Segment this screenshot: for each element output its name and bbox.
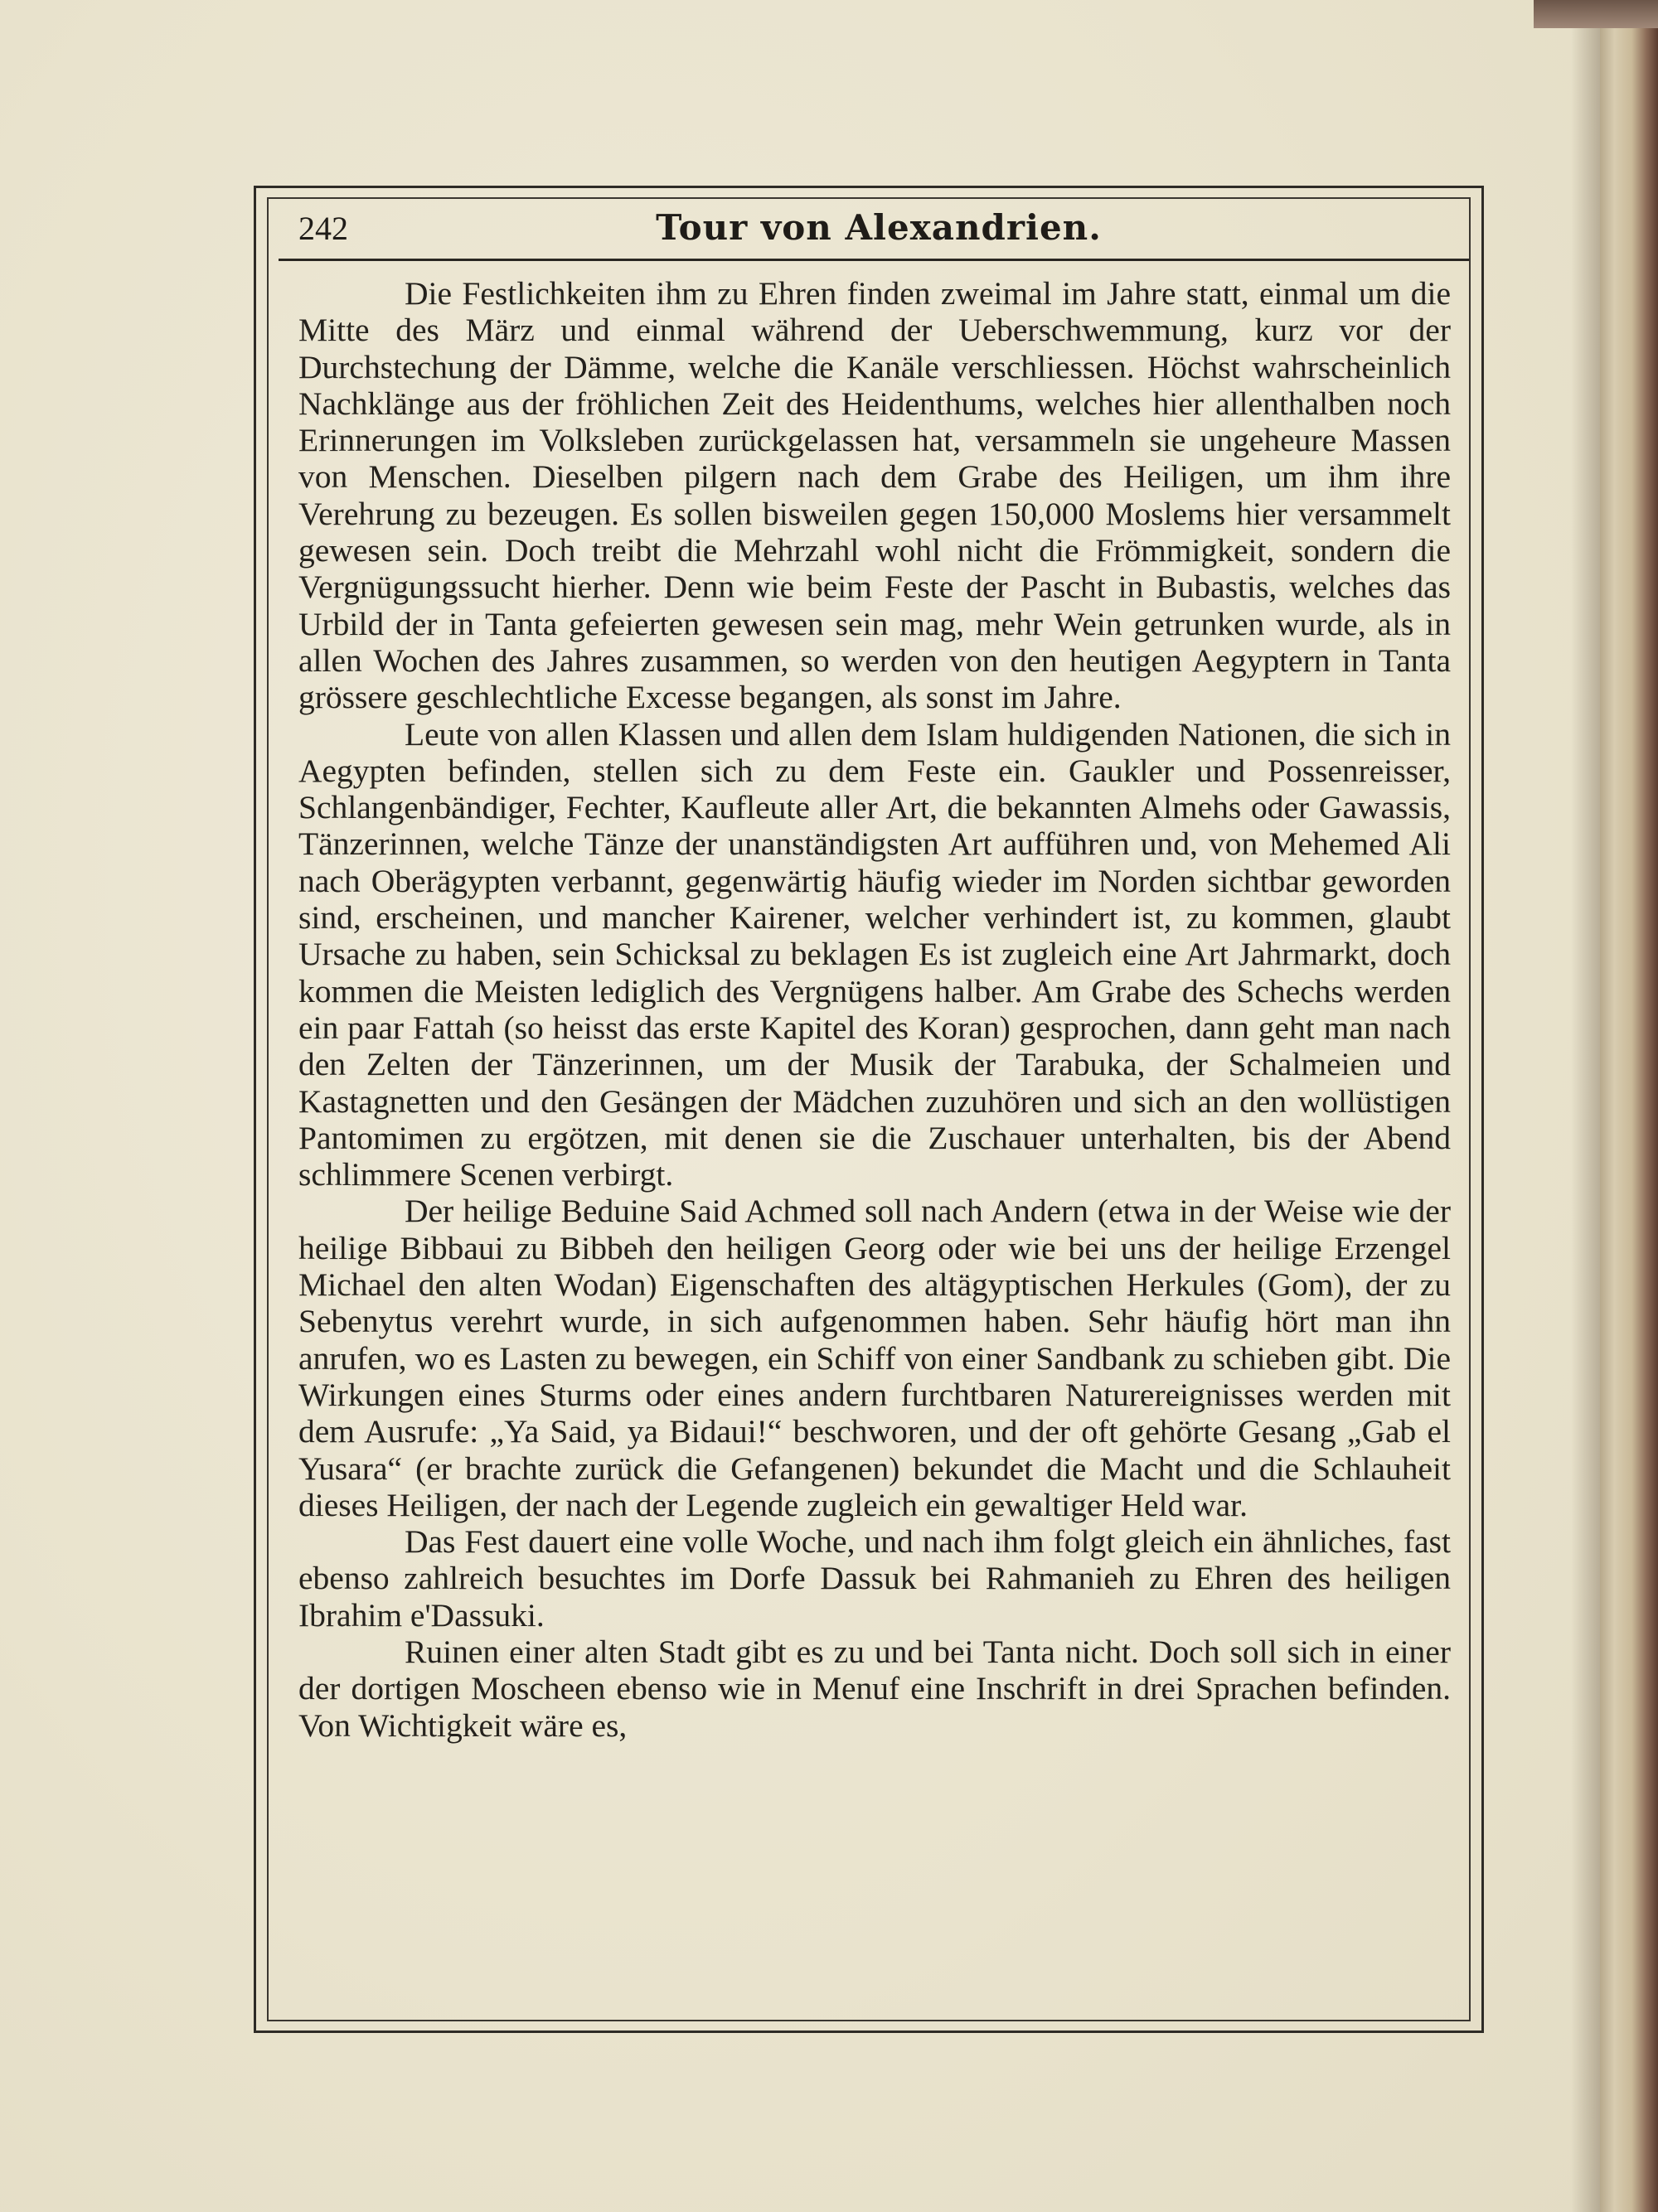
- body-text: [298, 275, 1451, 1744]
- page-number: 242: [298, 210, 348, 247]
- binding-tab: [1534, 0, 1658, 28]
- paragraph: Leute von allen Klassen und allen dem Islam huldigenden Nationen, die sich in Aegypten befinden, stellen sich zu dem Feste ein. Gaukler und Possenreisser, Schlangenbändiger, Fechter, Kaufleute aller Art, die bekannten Almehs oder Gawassis, Tänzerinnen, welche Tänze der unanständigsten Art aufführen und, von Mehemed Ali nach Oberägypten verbannt, gegenwärtig häufig wieder im Norden sichtbar geworden sind, erscheinen, und mancher Kairener, welcher verhindert ist, zu kommen, glaubt Ursache zu haben, sein Schicksal zu beklagen Es ist zugleich eine Art Jahrmarkt, doch kommen die Meisten lediglich des Vergnügens halber. Am Grabe des Schechs werden ein paar Fattah (so heisst das erste Kapitel des Koran) gesprochen, dann geht man nach den Zelten der Tänzerinnen, um der Musik der Tarabuka, der Schalmeien und Kastagnetten und den Gesängen der Mädchen zuzuhören und sich an den wollüstigen Pantomimen zu ergötzen, mit denen sie die Zuschauer unterhalten, bis der Abend schlimmere Scenen verbirgt.: [298, 715, 1451, 1193]
- paragraph: Das Fest dauert eine volle Woche, und nach ihm folgt gleich ein ähnliches, fast ebenso zahlreich besuchtes im Dorfe Dassuk bei Rahmanieh zu Ehren des heiligen Ibrahim e'Dassuki.: [298, 1523, 1451, 1634]
- paragraph: Ruinen einer alten Stadt gibt es zu und bei Tanta nicht. Doch soll sich in einer der dortigen Moscheen ebenso wie in Menuf eine Inschrift in drei Sprachen befinden. Von Wichtigkeit wäre es,: [298, 1633, 1451, 1744]
- book-binding-edge: [1600, 0, 1658, 2212]
- gutter-shadow: [1571, 0, 1604, 2212]
- paragraph: Der heilige Beduine Said Achmed soll nach Andern (etwa in der Weise wie der heilige Bibbaui zu Bibbeh den heiligen Georg oder wie bei uns der heilige Erzengel Michael den alten Wodan) Eigenschaften des altägyptischen Herkules (Gom), der zu Sebenytus verehrt wurde, in sich aufgenommen haben. Sehr häufig hört man ihn anrufen, wo es Lasten zu bewegen, ein Schiff von einer Sandbank zu schieben gibt. Die Wirkungen eines Sturms oder eines andern furchtbaren Naturereignisses werden mit dem Ausrufe: „Ya Said, ya Bidaui!“ beschworen, und der oft gehörte Gesang „Gab el Yusara“ (er brachte zurück die Gefangenen) bekundet die Macht und die Schlauheit dieses Heiligen, der nach der Legende zugleich ein gewaltiger Held war.: [298, 1193, 1451, 1523]
- running-head-title: Tour von Alexandrien.: [656, 207, 1102, 248]
- head-rule: [279, 259, 1469, 261]
- running-head: [298, 202, 1459, 260]
- paragraph: Die Festlichkeiten ihm zu Ehren finden zweimal im Jahre statt, einmal um die Mitte des März und einmal während der Ueberschwemmung, kurz vor der Durchstechung der Dämme, welche die Kanäle verschliessen. Höchst wahrscheinlich Nachklänge aus der fröhlichen Zeit des Heidenthums, welches hier allenthalben noch Erinnerungen im Volksleben zurückgelassen hat, versammeln sie ungeheure Massen von Menschen. Dieselben pilgern nach dem Grabe des Heiligen, um ihm ihre Verehrung zu bezeugen. Es sollen bisweilen gegen 150,000 Moslems hier versammelt gewesen sein. Doch treibt die Mehrzahl wohl nicht die Frömmigkeit, sondern die Vergnügungssucht hierher. Denn wie beim Feste der Pascht in Bubastis, welches das Urbild der in Tanta gefeierten gewesen sein mag, mehr Wein getrunken wurde, als in allen Wochen des Jahres zusammen, so werden von den heutigen Aegyptern in Tanta grössere geschlechtliche Excesse begangen, als sonst im Jahre.: [298, 275, 1451, 716]
